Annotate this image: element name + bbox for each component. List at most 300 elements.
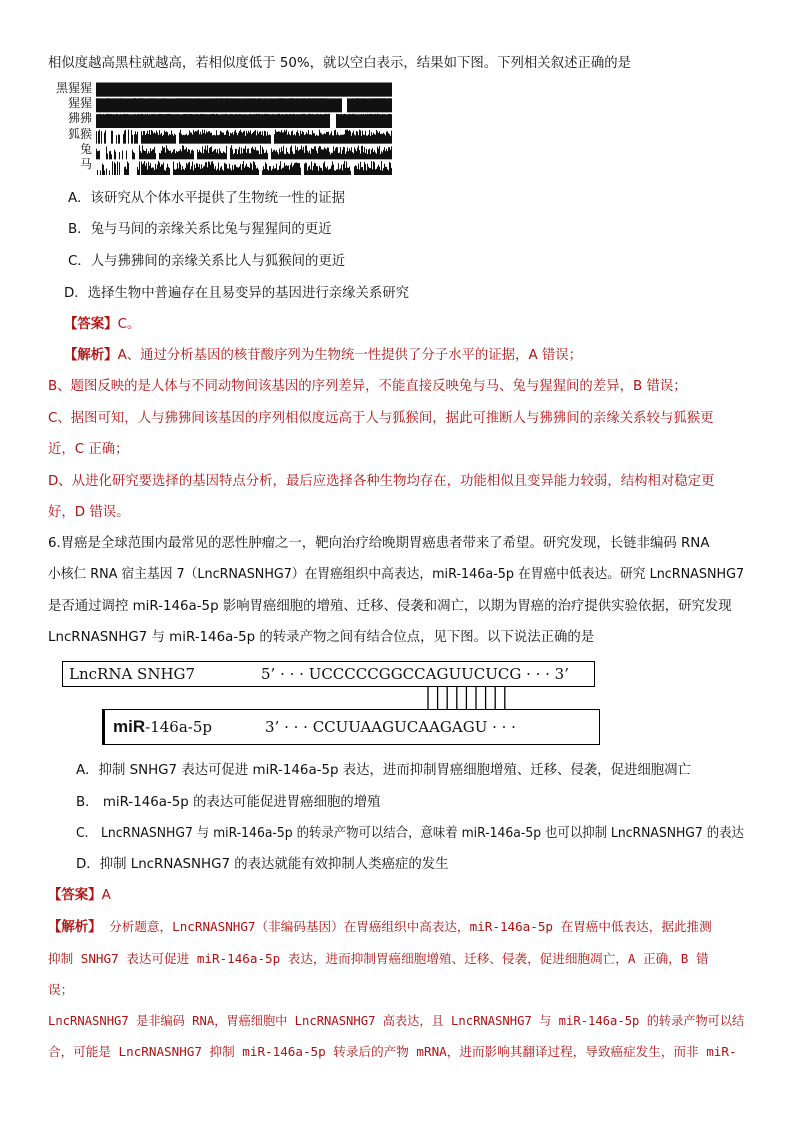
similarity-bar — [233, 170, 234, 175]
similarity-bar — [255, 147, 256, 159]
similarity-bar — [141, 162, 142, 175]
similarity-bar — [110, 151, 111, 159]
similarity-bar — [145, 135, 146, 144]
similarity-bar — [321, 83, 322, 97]
similarity-bar — [339, 98, 340, 112]
similarity-bar — [341, 98, 342, 112]
similarity-bar — [262, 147, 263, 159]
similarity-bar — [324, 83, 325, 97]
similarity-bar — [262, 131, 263, 143]
similarity-bar — [124, 98, 125, 112]
similarity-bar — [125, 130, 126, 144]
similarity-bar — [180, 83, 181, 97]
similarity-bar — [213, 114, 214, 128]
similarity-bar — [279, 98, 280, 112]
similarity-bar — [388, 83, 389, 97]
similarity-bar — [328, 114, 329, 128]
similarity-bar — [160, 83, 161, 97]
similarity-bar — [225, 114, 226, 128]
similarity-bar — [237, 135, 238, 143]
similarity-bar — [151, 130, 152, 144]
similarity-bar — [125, 114, 126, 128]
similarity-bar — [149, 166, 150, 175]
similarity-bar — [257, 83, 258, 97]
similarity-bar — [301, 114, 302, 128]
similarity-bar — [347, 168, 348, 175]
similarity-bar — [187, 114, 188, 128]
similarity-bar — [142, 98, 143, 112]
similarity-bar — [341, 135, 342, 144]
similarity-bar — [385, 151, 386, 159]
similarity-bar — [323, 98, 324, 112]
similarity-bar — [97, 170, 98, 175]
similarity-bar — [290, 114, 291, 128]
similarity-bar — [166, 114, 167, 128]
similarity-bar — [272, 114, 273, 128]
similarity-bar — [219, 114, 220, 128]
similarity-bar — [320, 168, 321, 175]
similarity-bar — [256, 98, 257, 112]
similarity-bar — [287, 152, 288, 159]
similarity-bar — [382, 83, 383, 97]
similarity-bar — [118, 134, 119, 143]
similarity-bar — [228, 169, 229, 175]
similarity-bar — [307, 151, 308, 160]
similarity-bar — [331, 131, 332, 143]
similarity-bar — [235, 83, 236, 97]
similarity-bar — [196, 83, 197, 97]
similarity-bar — [147, 114, 148, 128]
similarity-bar — [361, 83, 362, 97]
similarity-bar — [265, 83, 266, 97]
similarity-bar — [351, 136, 352, 144]
similarity-bar — [329, 135, 330, 144]
similarity-bar — [170, 114, 171, 128]
similarity-bar — [260, 114, 261, 128]
similarity-bar — [98, 151, 99, 159]
similarity-bar — [179, 162, 180, 175]
similarity-bar — [189, 150, 190, 160]
similarity-bar — [246, 114, 247, 128]
similarity-bar — [384, 164, 385, 175]
similarity-bar — [324, 98, 325, 112]
similarity-bar — [367, 164, 368, 175]
similarity-bar — [147, 98, 148, 112]
similarity-bar — [254, 131, 255, 144]
similarity-bar — [185, 98, 186, 112]
similarity-bar — [300, 168, 301, 175]
similarity-bar — [102, 114, 103, 128]
similarity-bar — [299, 150, 300, 160]
similarity-bar — [275, 98, 276, 112]
similarity-bar — [240, 164, 241, 175]
similarity-bar — [181, 83, 182, 97]
similarity-bar — [195, 131, 196, 144]
similarity-bar — [233, 154, 234, 159]
similarity-bar — [153, 149, 154, 159]
similarity-bar — [284, 154, 285, 160]
similarity-bar — [375, 169, 376, 175]
similarity-bar — [160, 98, 161, 112]
similarity-bar — [198, 114, 199, 128]
similarity-bar — [327, 166, 328, 175]
similarity-bar — [324, 133, 325, 143]
similarity-bar — [158, 135, 159, 144]
similarity-bar — [362, 83, 363, 97]
similarity-bar — [139, 114, 140, 128]
similarity-bar — [296, 150, 297, 159]
similarity-bar — [303, 114, 304, 128]
similarity-bar — [337, 169, 338, 175]
species-label: 猩猩 — [67, 96, 92, 111]
similarity-bar — [362, 146, 363, 160]
similarity-bar — [369, 98, 370, 112]
similarity-bar — [333, 146, 334, 159]
q5-analysis-line: D、从进化研究要选择的基因特点分析，最后应选择各种生物均存在，功能相似且变异能力较弱，结构相对稳定更 — [48, 474, 715, 489]
similarity-bar — [353, 153, 354, 159]
q6-analysis-line: 抑制 SNHG7 表达可促进 miR-146a-5p 表达，进而抑制胃癌细胞增殖、迁移、侵袭，促进细胞凋亡，A 正确，B 错 — [48, 951, 709, 966]
similarity-bar — [141, 98, 142, 112]
similarity-bar — [257, 114, 258, 128]
similarity-bar — [320, 133, 321, 144]
similarity-bar — [109, 151, 110, 159]
similarity-bar — [360, 130, 361, 143]
similarity-bar — [141, 153, 142, 159]
similarity-bar — [217, 135, 218, 144]
similarity-bar — [269, 83, 270, 97]
similarity-bar — [326, 168, 327, 175]
similarity-bar — [344, 147, 345, 159]
similarity-bar — [261, 114, 262, 128]
similarity-bar — [360, 114, 361, 128]
similarity-bar — [219, 98, 220, 112]
similarity-bar — [148, 134, 149, 144]
similarity-bar — [142, 145, 143, 159]
similarity-bar — [381, 98, 382, 112]
similarity-bar — [338, 163, 339, 175]
similarity-bar — [354, 98, 355, 112]
similarity-bar — [301, 146, 302, 160]
similarity-bar — [266, 83, 267, 97]
similarity-bar — [246, 131, 247, 144]
similarity-bar — [193, 98, 194, 112]
similarity-bar — [244, 98, 245, 112]
similarity-bar — [218, 83, 219, 97]
similarity-bar — [298, 98, 299, 112]
similarity-bar — [117, 114, 118, 128]
similarity-bar — [243, 149, 244, 160]
similarity-bar — [339, 114, 340, 128]
similarity-bar — [215, 149, 216, 159]
similarity-bar — [385, 98, 386, 112]
similarity-bar — [126, 98, 127, 112]
similarity-bar — [256, 168, 257, 175]
similarity-bar — [218, 154, 219, 160]
similarity-bar — [287, 83, 288, 97]
similarity-bar — [317, 166, 318, 175]
similarity-bar — [276, 150, 277, 159]
similarity-bar — [106, 169, 107, 175]
similarity-bar — [239, 83, 240, 97]
similarity-bar — [253, 149, 254, 159]
similarity-bar — [336, 83, 337, 97]
similarity-bar — [108, 98, 109, 112]
similarity-bar — [146, 98, 147, 112]
similarity-bar — [184, 150, 185, 160]
similarity-bar — [222, 169, 223, 175]
similarity-bar — [173, 98, 174, 112]
similarity-bar — [218, 98, 219, 112]
similarity-bar — [335, 83, 336, 97]
similarity-bar — [349, 83, 350, 97]
similarity-bar — [134, 83, 135, 97]
similarity-bar — [141, 131, 142, 143]
q6-analysis-line: LncRNASNHG7 是非编码 RNA，胃癌细胞中 LncRNASNHG7 高表达，且 LncRNASNHG7 与 miR-146a-5p 的转录产物可以结 — [48, 1013, 745, 1028]
similarity-bar — [151, 114, 152, 128]
similarity-bar — [181, 170, 182, 175]
similarity-bar — [364, 98, 365, 112]
similarity-bar — [352, 133, 353, 144]
similarity-bar — [182, 83, 183, 97]
similarity-bar — [346, 130, 347, 144]
similarity-bar — [253, 83, 254, 97]
similarity-bar — [317, 136, 318, 144]
similarity-bar — [281, 98, 282, 112]
similarity-bar — [303, 98, 304, 112]
similarity-bar — [170, 135, 171, 144]
similarity-bar — [234, 98, 235, 112]
similarity-bar — [205, 83, 206, 97]
similarity-bar — [257, 150, 258, 159]
similarity-bar — [260, 98, 261, 112]
similarity-bar — [380, 134, 381, 144]
similarity-bar — [356, 114, 357, 128]
similarity-bar — [280, 161, 281, 175]
similarity-bar — [374, 150, 375, 159]
similarity-bar — [364, 147, 365, 159]
similarity-bar — [353, 98, 354, 112]
similarity-bar — [315, 146, 316, 159]
similarity-bar — [344, 83, 345, 97]
similarity-bar — [225, 164, 226, 175]
similarity-bar — [258, 134, 259, 144]
similarity-bar — [131, 114, 132, 128]
similarity-bar — [262, 170, 263, 175]
similarity-bar — [175, 153, 176, 159]
similarity-bar — [217, 114, 218, 128]
similarity-bar — [363, 135, 364, 144]
similarity-bar — [122, 83, 123, 97]
similarity-bar — [336, 98, 337, 112]
similarity-bar — [145, 151, 146, 159]
similarity-bar — [330, 134, 331, 144]
similarity-bar — [292, 83, 293, 97]
similarity-bar — [155, 153, 156, 159]
similarity-bar — [294, 114, 295, 128]
similarity-bar — [182, 166, 183, 175]
similarity-bar — [142, 114, 143, 128]
similarity-bar — [109, 114, 110, 128]
similarity-bar — [270, 135, 271, 144]
similarity-bar — [224, 98, 225, 112]
similarity-bar — [165, 132, 166, 144]
similarity-bar — [263, 149, 264, 159]
similarity-bar — [283, 132, 284, 143]
similarity-bar — [278, 170, 279, 175]
similarity-bar — [213, 83, 214, 97]
similarity-bar — [338, 114, 339, 128]
similarity-bar — [151, 168, 152, 175]
similarity-bar — [313, 149, 314, 160]
similarity-bar — [261, 83, 262, 97]
similarity-bar — [362, 98, 363, 112]
similarity-bar — [329, 152, 330, 159]
similarity-bar — [224, 114, 225, 128]
similarity-bar — [299, 136, 300, 144]
similarity-bar — [188, 114, 189, 128]
mirna-sequence: 3’ · · · CCUUAAGUCAAGAGU · · · — [265, 718, 516, 736]
similarity-bar — [390, 163, 391, 175]
similarity-bar — [238, 83, 239, 97]
similarity-bar — [292, 98, 293, 112]
similarity-bar — [215, 98, 216, 112]
similarity-bar — [112, 98, 113, 112]
similarity-bar — [211, 98, 212, 112]
similarity-bar — [268, 114, 269, 128]
similarity-bar — [259, 83, 260, 97]
similarity-bar — [366, 98, 367, 112]
similarity-bar — [356, 98, 357, 112]
similarity-bar — [248, 167, 249, 175]
similarity-bar — [315, 136, 316, 144]
similarity-bar — [241, 148, 242, 160]
similarity-bar — [330, 169, 331, 175]
similarity-bar — [190, 114, 191, 128]
similarity-bar — [247, 133, 248, 143]
similarity-bar — [121, 98, 122, 112]
answer-bracket: 【答案】 — [64, 317, 118, 332]
similarity-bar — [153, 114, 154, 128]
similarity-bar — [295, 146, 296, 160]
similarity-bar — [235, 130, 236, 144]
similarity-bar — [198, 83, 199, 97]
q6-stem-line: 6.胃癌是全球范围内最常见的恶性肿瘤之一，靶向治疗给晚期胃癌患者带来了希望。研究发现，长链非编码 RNA — [48, 536, 710, 551]
similarity-bar — [104, 98, 105, 112]
similarity-bar — [328, 148, 329, 160]
similarity-bar — [313, 166, 314, 175]
similarity-bar — [271, 149, 272, 160]
q6-option-a: A．抑制 SNHG7 表达可促进 miR-146a-5p 表达，进而抑制胃癌细胞增殖、迁移、侵袭，促进细胞凋亡 — [76, 763, 691, 778]
similarity-bar — [368, 98, 369, 112]
similarity-bar — [201, 153, 202, 159]
similarity-bar — [342, 114, 343, 128]
similarity-bar — [247, 114, 248, 128]
similarity-bar — [325, 114, 326, 128]
similarity-bar — [159, 163, 160, 175]
similarity-bar — [175, 135, 176, 144]
similarity-bar — [380, 98, 381, 112]
similarity-bar — [334, 151, 335, 159]
similarity-bar — [309, 165, 310, 175]
similarity-bar — [318, 114, 319, 128]
answer-value: A — [101, 888, 111, 903]
similarity-bar — [272, 152, 273, 160]
similarity-bar — [171, 83, 172, 97]
similarity-bar — [133, 114, 134, 128]
similarity-bar — [264, 131, 265, 144]
similarity-bar — [154, 83, 155, 97]
similarity-bar — [212, 114, 213, 128]
similarity-bar — [284, 114, 285, 128]
similarity-bar — [187, 165, 188, 176]
similarity-bar — [358, 164, 359, 175]
similarity-bar — [252, 83, 253, 97]
similarity-bar — [194, 83, 195, 97]
similarity-bar — [331, 83, 332, 97]
similarity-bar — [109, 98, 110, 112]
similarity-bar — [321, 149, 322, 159]
similarity-bar — [163, 98, 164, 112]
similarity-bar — [349, 130, 350, 144]
similarity-bar — [179, 83, 180, 97]
similarity-bar — [122, 151, 123, 160]
similarity-bar — [365, 114, 366, 128]
similarity-bar — [381, 83, 382, 97]
similarity-bar — [202, 168, 203, 175]
similarity-bar — [230, 133, 231, 144]
similarity-bar — [268, 83, 269, 97]
similarity-bar — [319, 146, 320, 159]
similarity-bar — [284, 83, 285, 97]
similarity-bar — [207, 167, 208, 175]
similarity-bar — [300, 131, 301, 144]
similarity-bar — [98, 98, 99, 112]
similarity-bar — [353, 114, 354, 128]
similarity-bar — [325, 83, 326, 97]
similarity-bar — [238, 150, 239, 160]
similarity-bar — [323, 134, 324, 143]
similarity-bar — [195, 83, 196, 97]
q5-option-d: D．选择生物中普遍存在且易变异的基因进行亲缘关系研究 — [64, 286, 410, 301]
similarity-bar — [237, 167, 238, 175]
similarity-bar — [255, 83, 256, 97]
similarity-bar — [235, 114, 236, 128]
similarity-bar — [274, 98, 275, 112]
similarity-bar — [358, 98, 359, 112]
similarity-bar — [208, 131, 209, 143]
similarity-bar — [217, 83, 218, 97]
similarity-bar — [231, 145, 232, 159]
similarity-bar — [146, 133, 147, 143]
similarity-bar — [337, 98, 338, 112]
similarity-bar — [226, 98, 227, 112]
similarity-bar — [347, 147, 348, 159]
similarity-bar — [189, 98, 190, 112]
similarity-bar — [155, 164, 156, 175]
similarity-bar — [379, 146, 380, 159]
similarity-bar — [321, 98, 322, 112]
similarity-bar — [220, 98, 221, 112]
similarity-bar — [295, 114, 296, 128]
similarity-bar — [199, 164, 200, 175]
similarity-bar — [184, 83, 185, 97]
similarity-bar — [263, 83, 264, 97]
similarity-bar — [381, 161, 382, 175]
similarity-bar — [354, 166, 355, 175]
similarity-bar — [287, 114, 288, 128]
similarity-bar — [149, 153, 150, 159]
similarity-bar — [357, 83, 358, 97]
